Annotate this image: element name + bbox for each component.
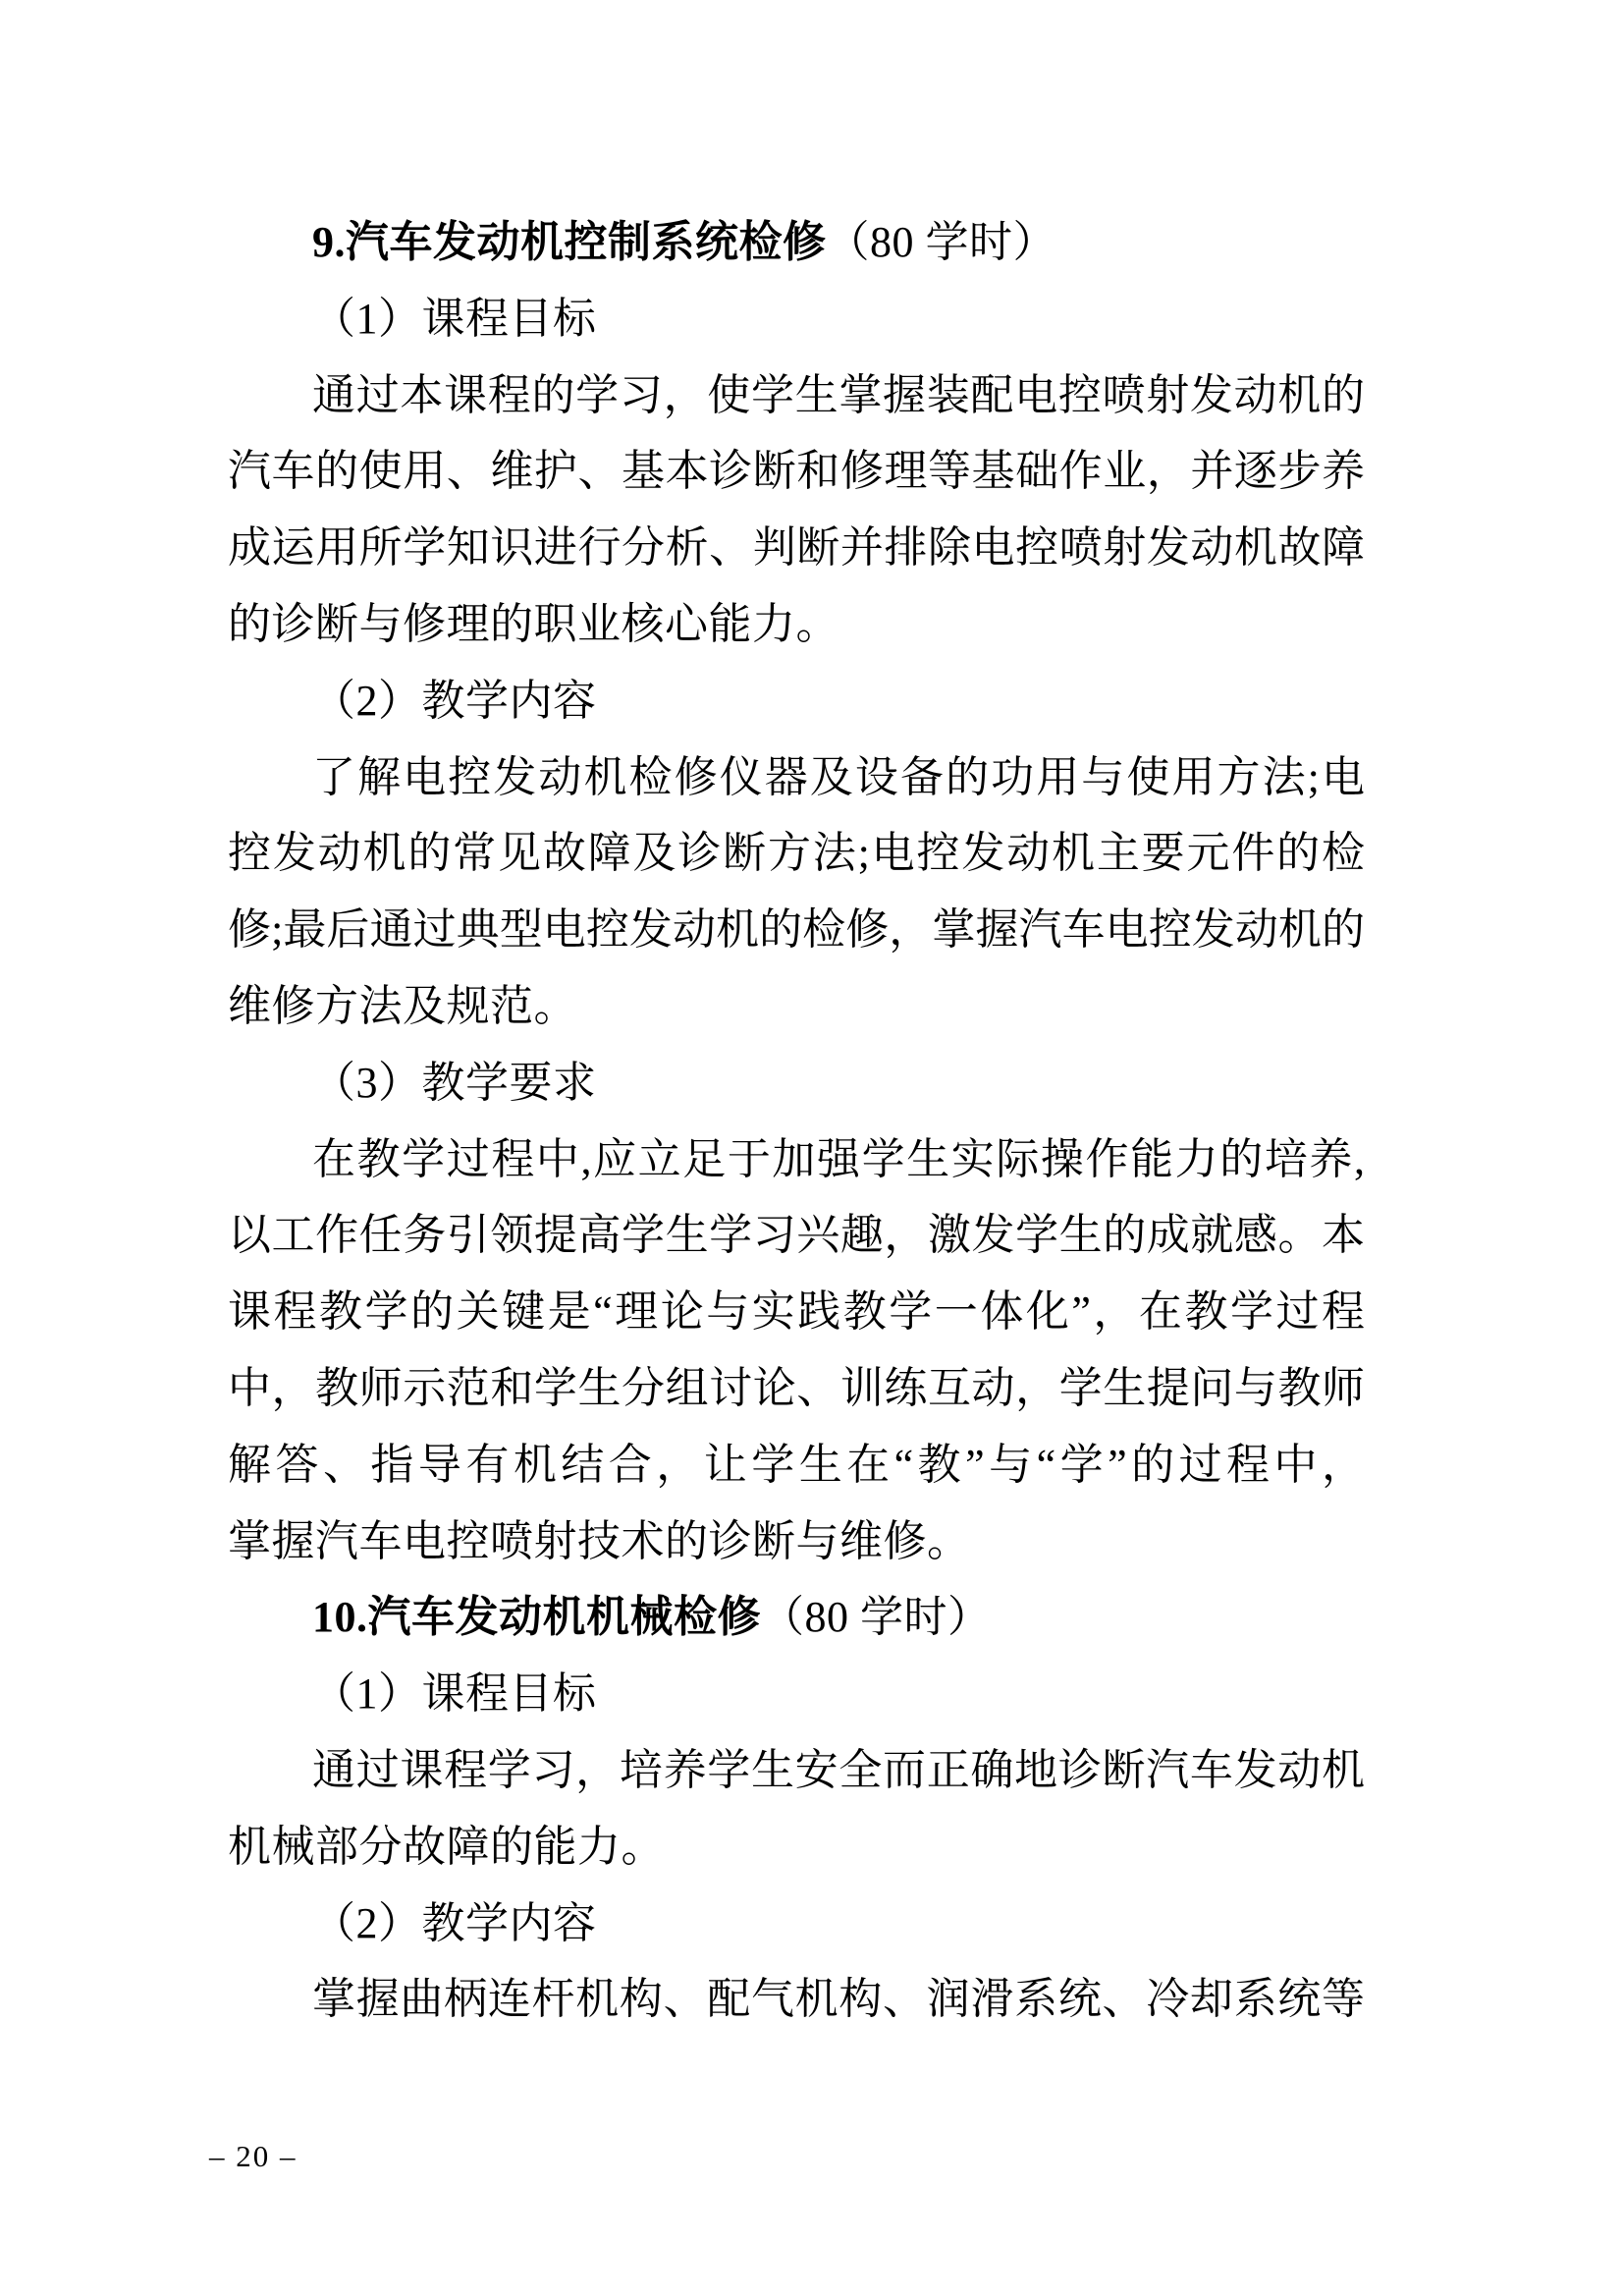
- paragraph-line: 机械部分故障的能力。: [228, 1822, 665, 1871]
- subsection-label: （1）课程目标: [312, 294, 597, 343]
- page-number: – 20 –: [209, 2139, 298, 2173]
- paragraph-line: 中，教师示范和学生分组讨论、训练互动，学生提问与教师: [228, 1363, 1365, 1412]
- section-10-heading-hours: （80 学时）: [761, 1593, 992, 1642]
- text-block: [228, 204, 1365, 2038]
- paragraph-line: 掌握汽车电控喷射技术的诊断与维修。: [228, 1516, 971, 1565]
- section-9-heading: [228, 204, 1365, 281]
- paragraph-line: 解答、指导有机结合，让学生在“教”与“学”的过程中，: [228, 1440, 1365, 1489]
- section-9-heading-title: 9.汽车发动机控制系统检修: [312, 218, 827, 266]
- subsection-label: （1）课程目标: [312, 1669, 597, 1719]
- paragraph-line: 掌握曲柄连杆机构、配气机构、润滑系统、冷却系统等: [312, 1975, 1365, 2024]
- subsection-label: （2）教学内容: [312, 676, 597, 725]
- paragraph-line: 了解电控发动机检修仪器及设备的功用与使用方法;电: [312, 752, 1365, 801]
- paragraph-line: 以工作任务引领提高学生学习兴趣，激发学生的成就感。本: [228, 1211, 1365, 1260]
- paragraph-line: 课程教学的关键是“理论与实践教学一体化”，在教学过程: [228, 1287, 1365, 1337]
- subsection-label: （2）教学内容: [312, 1898, 597, 1947]
- section-10-heading: [228, 1579, 1365, 1656]
- paragraph-line: 修;最后通过典型电控发动机的检修，掌握汽车电控发动机的: [228, 905, 1365, 955]
- paragraph-line: 汽车的使用、维护、基本诊断和修理等基础作业，并逐步养: [228, 447, 1365, 496]
- paragraph-line: 控发动机的常见故障及诊断方法;电控发动机主要元件的检: [228, 829, 1365, 878]
- paragraph-line: 成运用所学知识进行分析、判断并排除电控喷射发动机故障: [228, 523, 1365, 573]
- paragraph-line: 在教学过程中,应立足于加强学生实际操作能力的培养,: [312, 1134, 1365, 1183]
- paragraph-line: 通过本课程的学习，使学生掌握装配电控喷射发动机的: [312, 370, 1365, 419]
- subsection-label: （3）教学要求: [312, 1058, 597, 1107]
- section-10-heading-title: 10.汽车发动机机械检修: [312, 1593, 761, 1642]
- section-9-heading-hours: （80 学时）: [826, 218, 1056, 266]
- paragraph-line: 维修方法及规范。: [228, 981, 577, 1030]
- paragraph-line: 的诊断与修理的职业核心能力。: [228, 599, 839, 648]
- paragraph-line: 通过课程学习，培养学生安全而正确地诊断汽车发动机: [312, 1745, 1365, 1794]
